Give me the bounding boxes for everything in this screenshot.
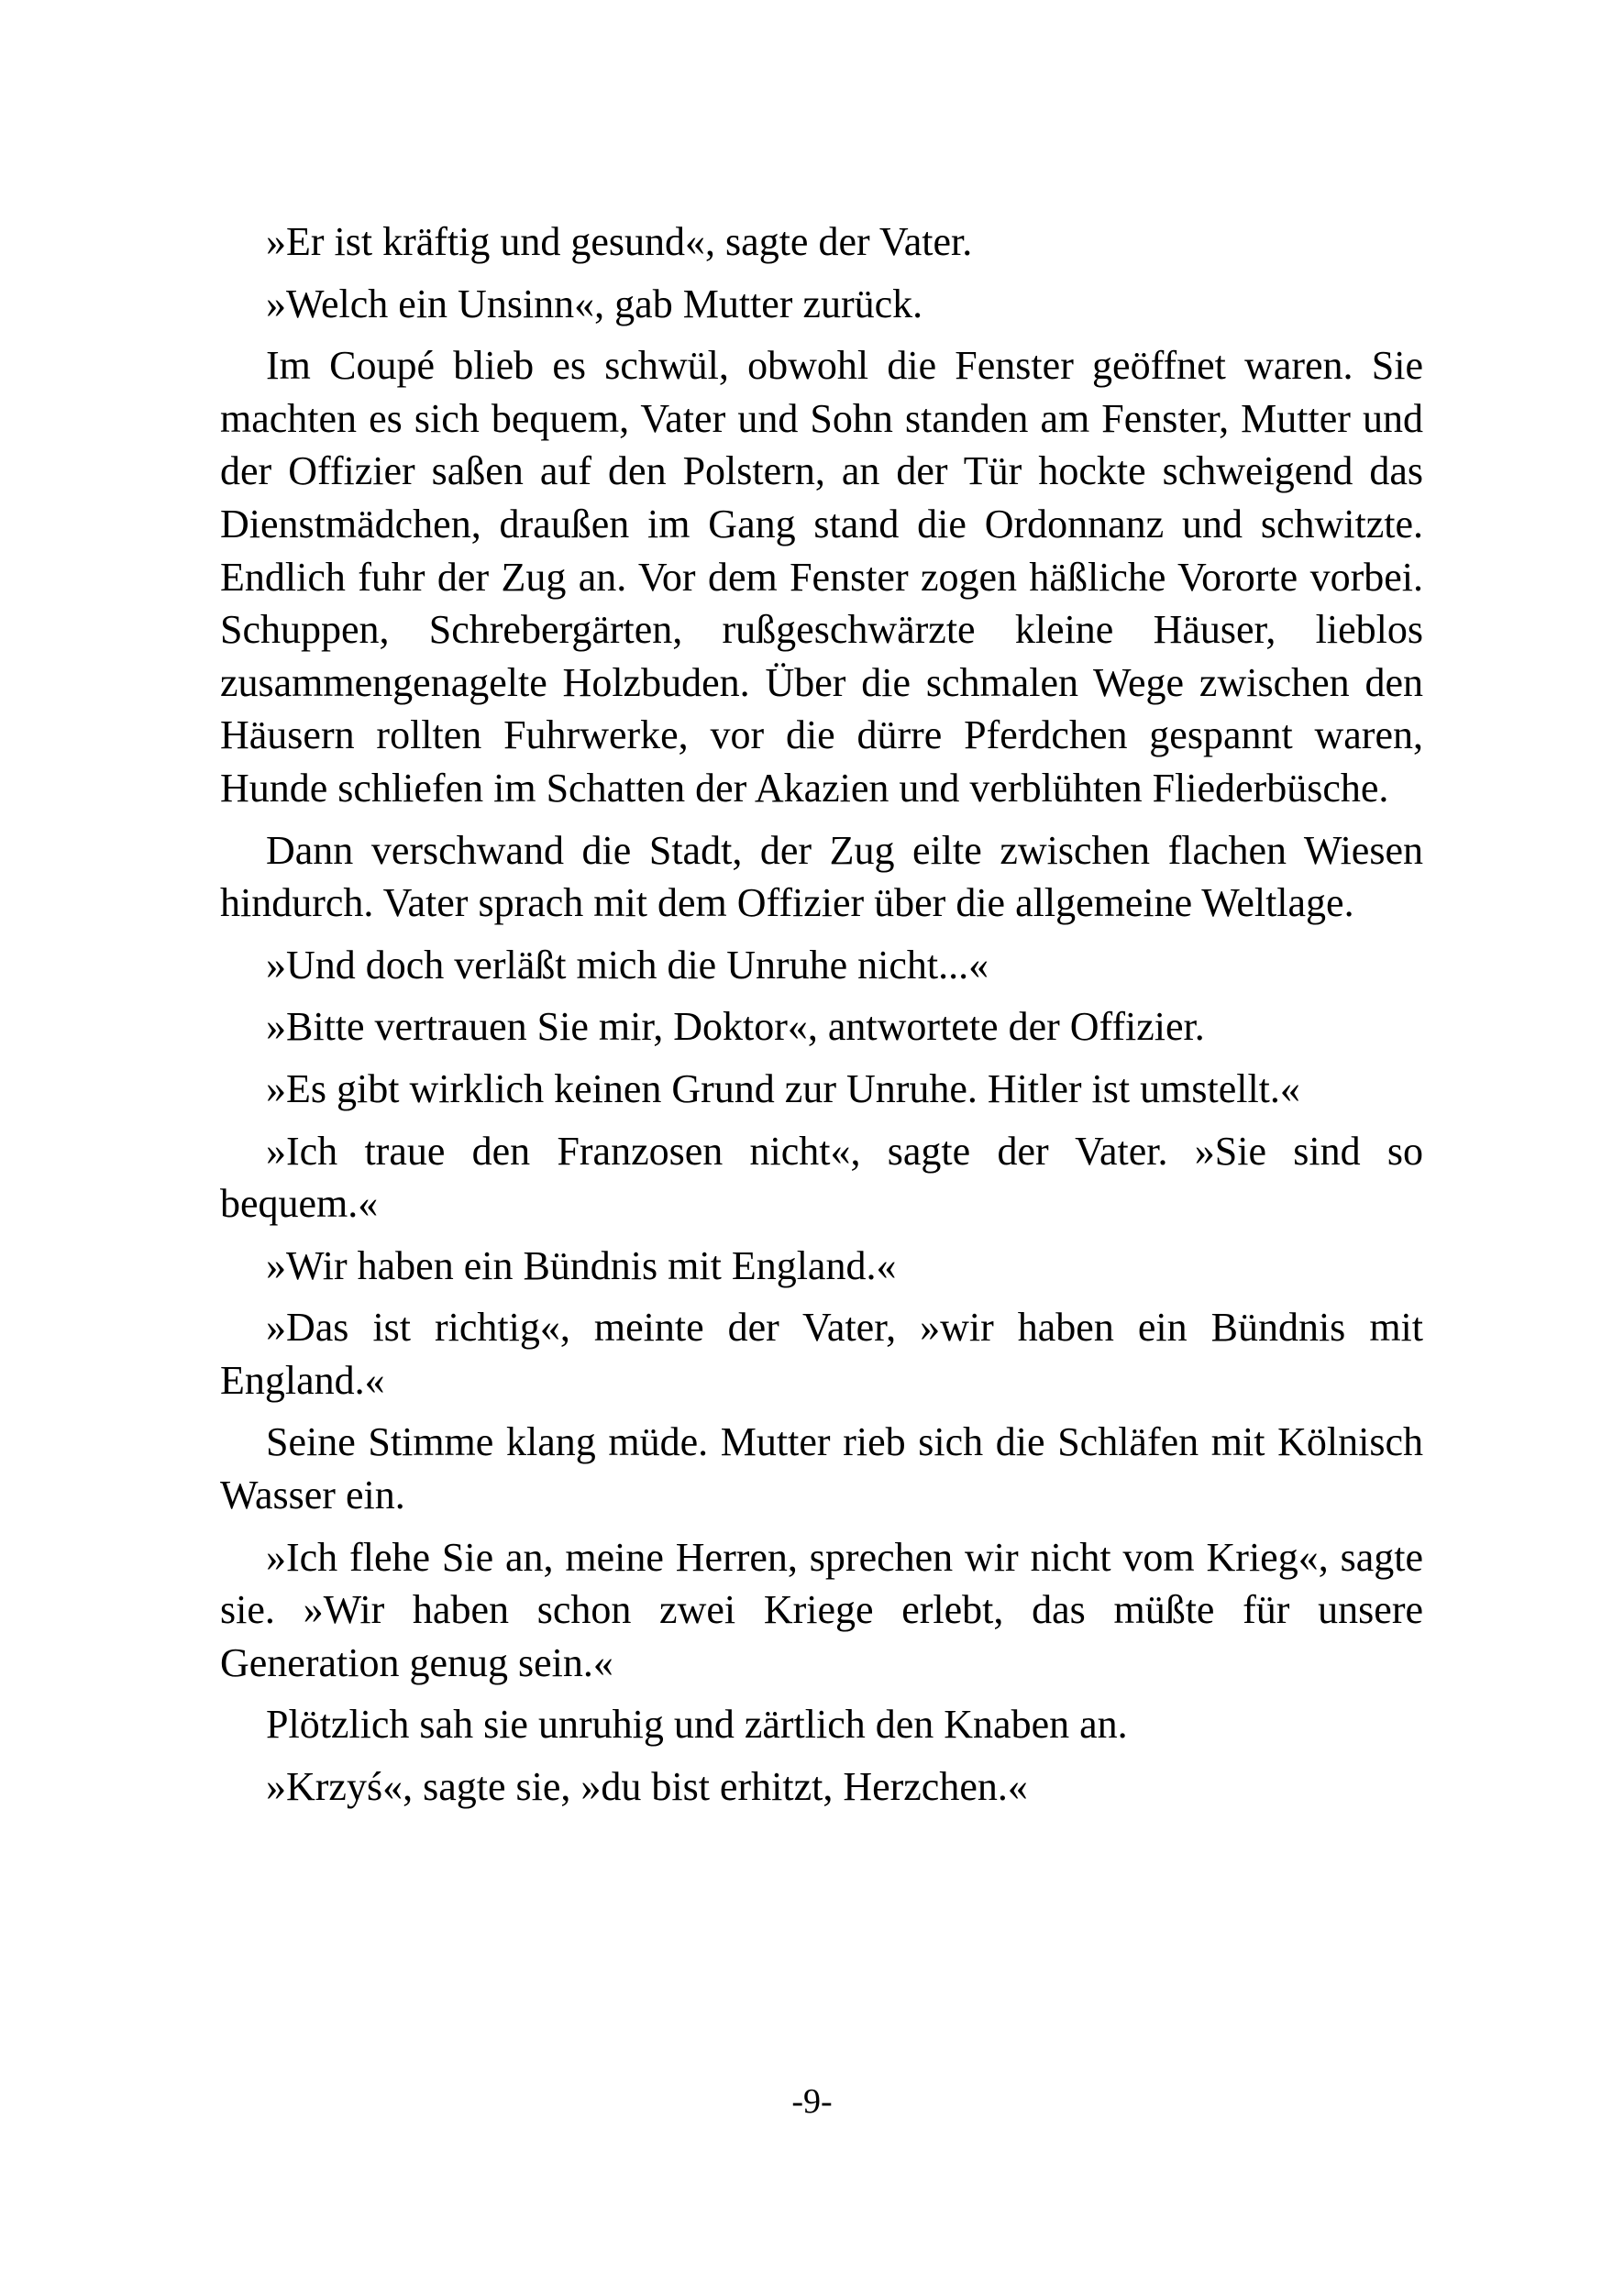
paragraph: »Das ist richtig«, meinte der Vater, »wir haben ein Bündnis mit England.«: [220, 1305, 1423, 1403]
paragraph: Im Coupé blieb es schwül, obwohl die Fenster geöffnet waren. Sie machten es sich bequem, Vater und Sohn standen am Fenster, Mutter und der Offizier saßen auf den Polstern, an der Tür hockte schweigend das Dienstmädchen, draußen im Gang stand die Ordonnanz und schwitzte. Endlich fuhr der Zug an. Vor dem Fenster zogen häßliche Vororte vorbei. Schuppen, Schrebergärten, rußgeschwärzte kleine Häuser, lieblos zusammengenagelte Holzbuden. Über die schmalen Wege zwischen den Häusern rollten Fuhrwerke, vor die dürre Pferdchen gespannt waren, Hunde schliefen im Schatten der Akazien und verblühten Fliederbüsche.: [220, 343, 1423, 811]
paragraph: »Ich flehe Sie an, meine Herren, sprechen wir nicht vom Krieg«, sagte sie. »Wir haben schon zwei Kriege erlebt, das müßte für unsere Generation genug sein.«: [220, 1534, 1423, 1685]
paragraph: Dann verschwand die Stadt, der Zug eilte zwischen flachen Wiesen hindurch. Vater sprach mit dem Offizier über die allgemeine Weltlage.: [220, 827, 1423, 926]
paragraph: »Ich traue den Franzosen nicht«, sagte der Vater. »Sie sind so bequem.«: [220, 1128, 1423, 1227]
paragraph: Seine Stimme klang müde. Mutter rieb sich die Schläfen mit Kölnisch Wasser ein.: [220, 1419, 1423, 1518]
paragraph: »Wir haben ein Bündnis mit England.«: [266, 1242, 897, 1288]
paragraph: »Welch ein Unsinn«, gab Mutter zurück.: [266, 281, 923, 326]
paragraph: »Er ist kräftig und gesund«, sagte der Vater.: [266, 219, 973, 264]
paragraph: »Bitte vertrauen Sie mir, Doktor«, antwortete der Offizier.: [266, 1004, 1205, 1050]
paragraph: »Krzyś«, sagte sie, »du bist erhitzt, Herzchen.«: [266, 1764, 1028, 1810]
paragraph: Plötzlich sah sie unruhig und zärtlich den Knaben an.: [266, 1702, 1128, 1748]
body-text: [220, 215, 1423, 1814]
paragraph: »Es gibt wirklich keinen Grund zur Unruhe. Hitler ist umstellt.«: [266, 1065, 1300, 1111]
paragraph: »Und doch verläßt mich die Unruhe nicht...«: [266, 942, 989, 988]
page-number: -9-: [791, 2082, 833, 2121]
